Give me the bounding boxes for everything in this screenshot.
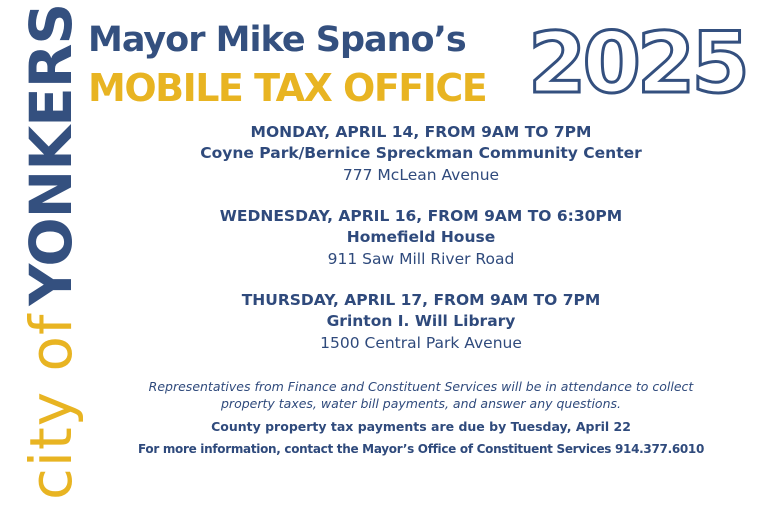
attendance-note <box>90 378 752 412</box>
event-venue: Homefield House <box>346 228 496 246</box>
event-address: 911 Saw Mill River Road <box>327 250 515 268</box>
page-title: Mayor Mike Spano’s <box>88 20 466 60</box>
due-date-notice: County property tax payments are due by Tuesday, April 22 <box>211 419 631 434</box>
logo-yonkers-text: YONKERS <box>17 3 85 306</box>
city-of-yonkers-logo <box>17 3 85 500</box>
event-venue: Coyne Park/Bernice Spreckman Community Center <box>200 144 642 162</box>
event-thursday <box>90 290 752 354</box>
attendance-note-line: property taxes, water bill payments, and answer any questions. <box>221 396 621 411</box>
year-badge: 2025 <box>528 14 746 112</box>
event-address: 777 McLean Avenue <box>342 166 500 184</box>
event-date: MONDAY, APRIL 14, FROM 9AM TO 7PM <box>250 123 592 141</box>
logo-city-of-text: city of <box>17 313 85 500</box>
page-subtitle: MOBILE TAX OFFICE <box>88 66 487 110</box>
event-list <box>90 122 752 374</box>
event-address: 1500 Central Park Avenue <box>320 334 522 352</box>
event-venue: Grinton I. Will Library <box>326 312 516 330</box>
footer-info <box>90 378 752 458</box>
event-date: THURSDAY, APRIL 17, FROM 9AM TO 7PM <box>241 291 601 309</box>
event-date: WEDNESDAY, APRIL 16, FROM 9AM TO 6:30PM <box>219 207 623 225</box>
event-monday <box>90 122 752 186</box>
contact-info: For more information, contact the Mayor’s Office of Constituent Services 914.377.6010 <box>137 442 705 456</box>
attendance-note-line: Representatives from Finance and Constituent Services will be in attendance to collect <box>148 379 694 394</box>
event-wednesday <box>90 206 752 270</box>
